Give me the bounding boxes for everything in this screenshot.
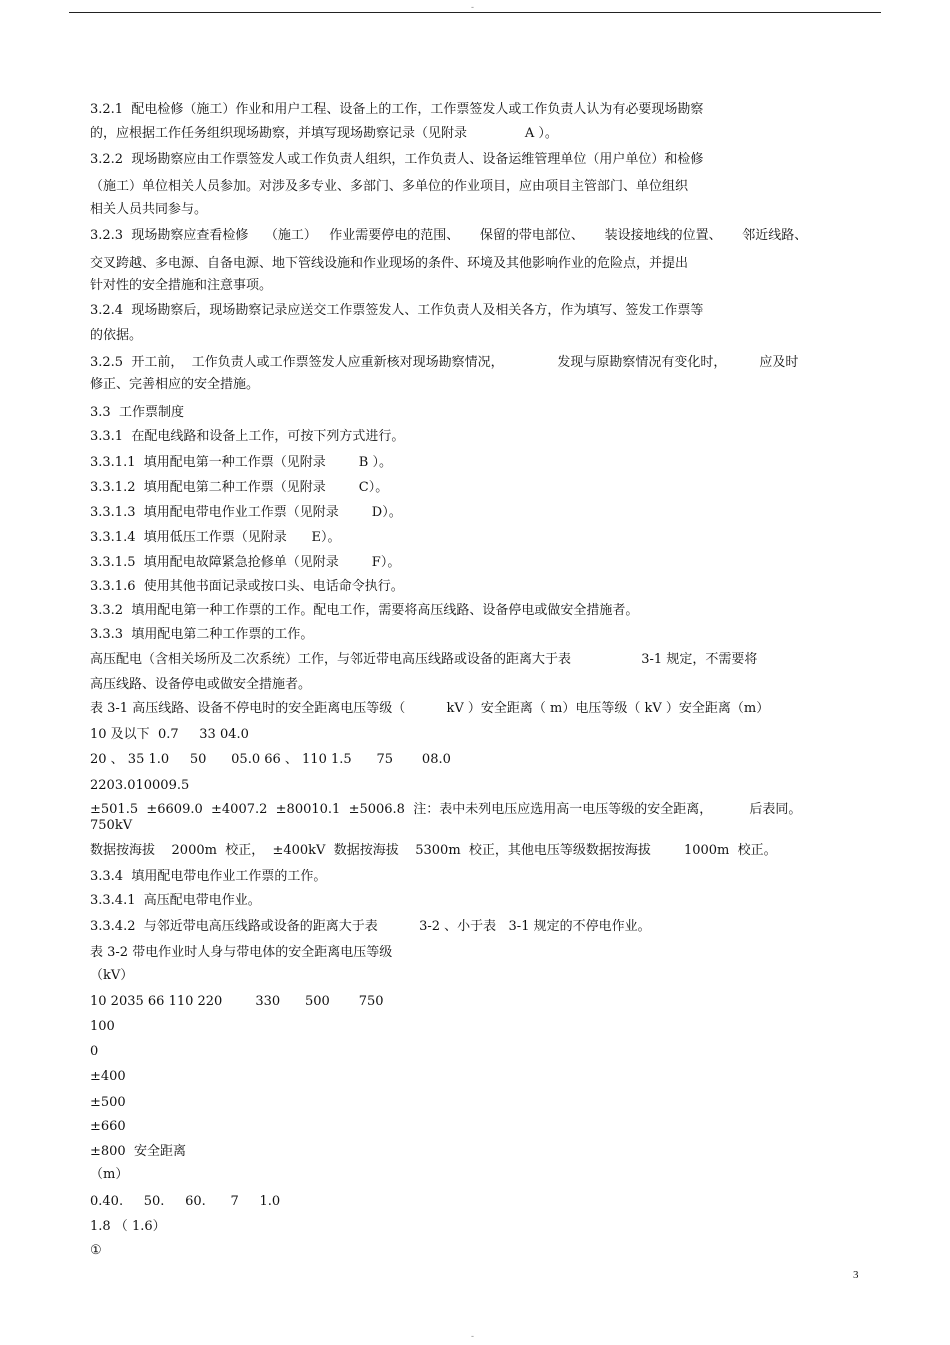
text-line: 高压线路、设备停电或做安全措施者。 [90, 677, 312, 692]
text-line: 3.2.5 开工前， 工作负责人或工作票签发人应重新核对现场勘察情况， 发现与原勘察情况有变化时， 应及时 [90, 355, 799, 370]
footer-mark: - [471, 1331, 474, 1341]
header-mark: - [471, 2, 474, 12]
table-text-line: 10 及以下 0.7 33 04.0 [90, 727, 249, 742]
text-line: 3.3.1.4 填用低压工作票（见附录 E）。 [90, 530, 341, 545]
table-text-line: （m） [90, 1167, 129, 1182]
text-line: 3.3.1.1 填用配电第一种工作票（见附录 B ）。 [90, 455, 392, 470]
text-line: 3.3.1 在配电线路和设备上工作，可按下列方式进行。 [90, 429, 405, 444]
table-text-line: ±400 [90, 1069, 126, 1084]
table-text-line: 10 2035 66 110 220 330 500 750 [90, 994, 384, 1009]
text-line: 高压配电（含相关场所及二次系统）工作，与邻近带电高压线路或设备的距离大于表 3-1 规定，不需要将 [90, 652, 758, 667]
text-line: 3.2.3 现场勘察应查看检修 （施工） 作业需要停电的范围、 保留的带电部位、 装设接地线的位置、 邻近线路、 [90, 228, 808, 243]
text-line: 3.3.4 填用配电带电作业工作票的工作。 [90, 869, 327, 884]
section-heading: 3.3 工作票制度 [90, 405, 184, 420]
text-line: 3.3.1.2 填用配电第二种工作票（见附录 C）。 [90, 480, 389, 495]
table-caption: 表 3-2 带电作业时人身与带电体的安全距离电压等级 [90, 945, 393, 960]
table-text-line: 0.40. 50. 60. 7 1.0 [90, 1194, 281, 1209]
text-line: 3.2.1 配电检修（施工）作业和用户工程、设备上的工作，工作票签发人或工作负责人认为有必要现场勘察 [90, 102, 704, 117]
table-text-line: ±660 [90, 1119, 126, 1134]
header-rule [69, 12, 881, 13]
text-line: 针对性的安全措施和注意事项。 [90, 278, 273, 293]
footnote-marker: ① [90, 1243, 102, 1258]
table-text-line: 100 [90, 1019, 115, 1034]
text-line: 相关人员共同参与。 [90, 202, 208, 217]
text-line: 3.3.4.2 与邻近带电高压线路或设备的距离大于表 3-2 、小于表 3-1 规定的不停电作业。 [90, 919, 651, 934]
text-line: 数据按海拔 2000m 校正， ±400kV 数据按海拔 5300m 校正，其他电压等级数据按海拔 1000m 校正。 [90, 843, 777, 858]
text-line: 3.3.3 填用配电第二种工作票的工作。 [90, 627, 314, 642]
table-caption: 表 3-1 高压线路、设备不停电时的安全距离电压等级（ kV ）安全距离（ m）电压等级（ kV ）安全距离（m） [90, 701, 770, 716]
table-text-line: ±500 [90, 1095, 126, 1110]
text-line: 交叉跨越、多电源、自备电源、地下管线设施和作业现场的条件、环境及其他影响作业的危险点，并提出 [90, 256, 689, 271]
text-line: 修正、完善相应的安全措施。 [90, 377, 260, 392]
text-line: （施工）单位相关人员参加。对涉及多专业、多部门、多单位的作业项目，应由项目主管部门、单位组织 [90, 179, 689, 194]
text-line: 3.3.1.6 使用其他书面记录或按口头、电话命令执行。 [90, 579, 404, 594]
table-text-line: 20 、 35 1.0 50 05.0 66 、 110 1.5 75 08.0 [90, 752, 451, 767]
table-text-line: （kV） [90, 968, 134, 983]
table-text-line: ±501.5 ±6609.0 ±4007.2 ±80010.1 ±5006.8 注：表中未列电压应选用高一电压等级的安全距离， 后表同。 [90, 802, 802, 817]
text-line: 3.2.4 现场勘察后，现场勘察记录应送交工作票签发人、工作负责人及相关各方，作为填写、签发工作票等 [90, 303, 704, 318]
text-line: 3.3.1.3 填用配电带电作业工作票（见附录 D）。 [90, 505, 402, 520]
text-line: 3.3.4.1 高压配电带电作业。 [90, 893, 261, 908]
table-text-line: 750kV [90, 818, 133, 833]
text-line: 的依据。 [90, 328, 143, 343]
text-line: 的，应根据工作任务组织现场勘察，并填写现场勘察记录（见附录 A ）。 [90, 126, 558, 141]
page-number: 3 [853, 1269, 859, 1281]
table-text-line: 0 [90, 1044, 99, 1059]
text-line: 3.3.2 填用配电第一种工作票的工作。配电工作，需要将高压线路、设备停电或做安全措施者。 [90, 603, 639, 618]
table-text-line: 2203.010009.5 [90, 778, 190, 793]
table-text-line: ±800 安全距离 [90, 1144, 186, 1159]
table-text-line: 1.8 （ 1.6） [90, 1219, 166, 1234]
text-line: 3.2.2 现场勘察应由工作票签发人或工作负责人组织，工作负责人、设备运维管理单位（用户单位）和检修 [90, 152, 704, 167]
text-line: 3.3.1.5 填用配电故障紧急抢修单（见附录 F）。 [90, 555, 401, 570]
